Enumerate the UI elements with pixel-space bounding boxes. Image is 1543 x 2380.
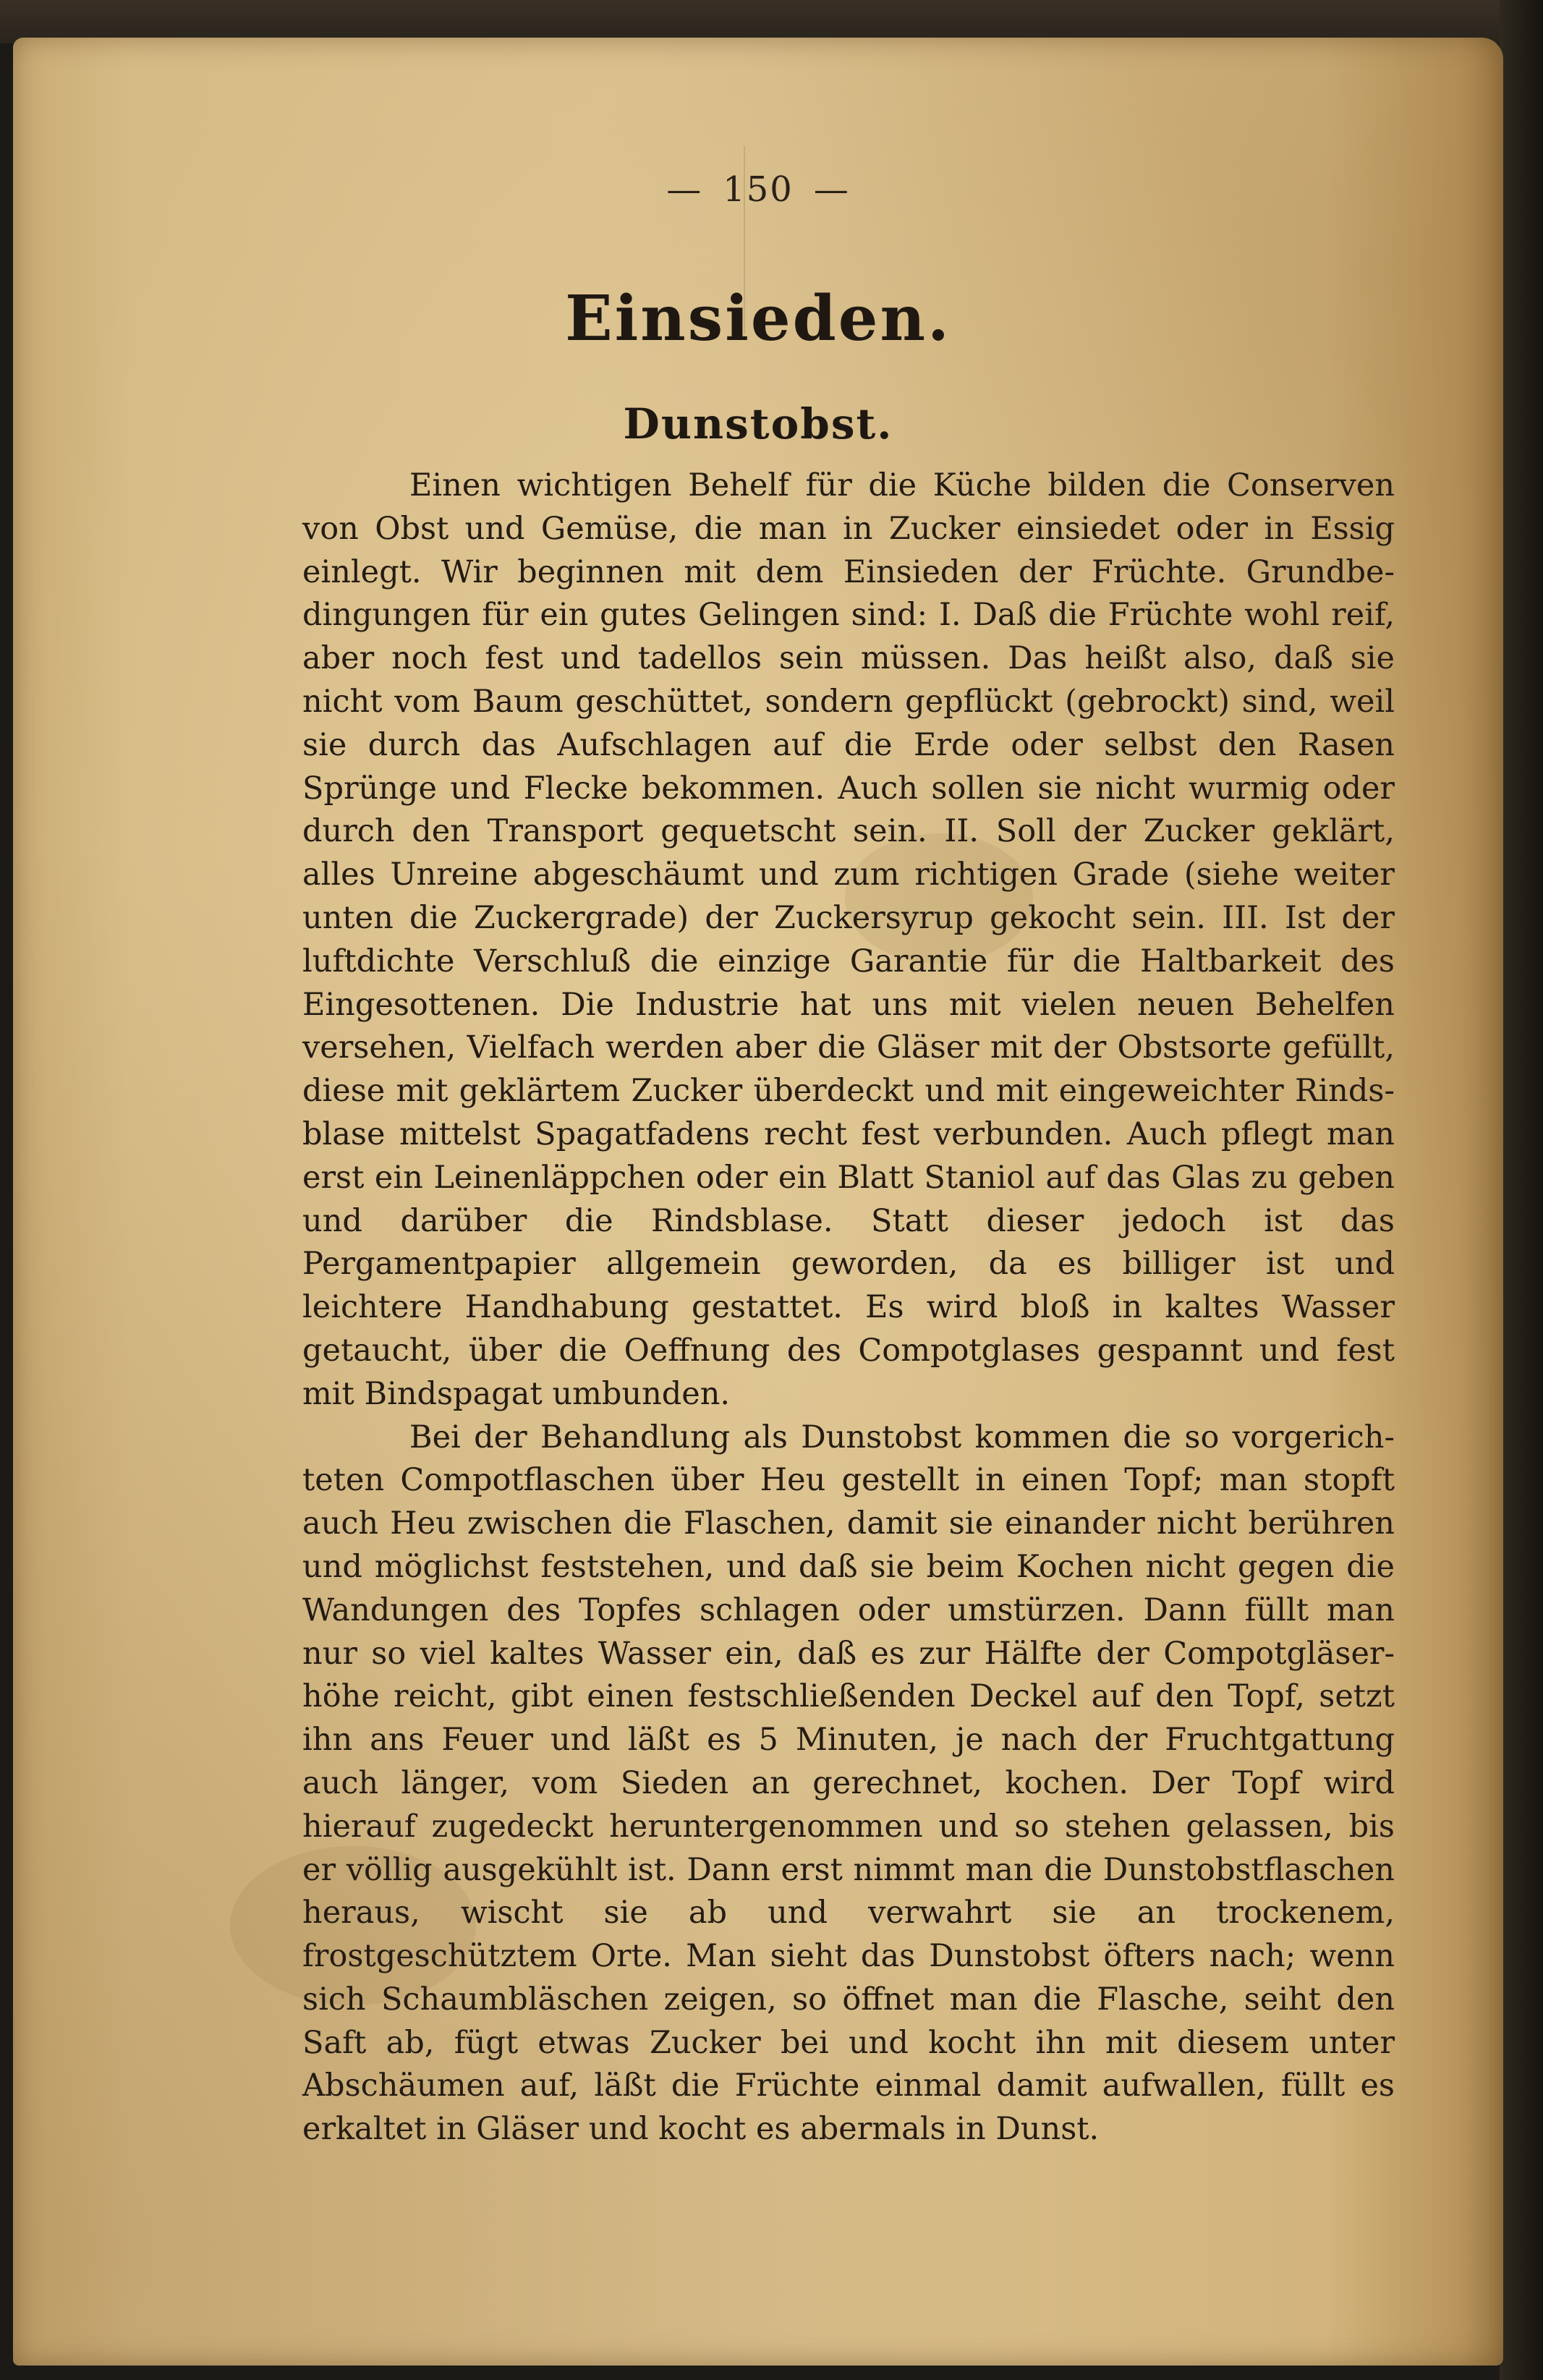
page-number-dash-right: — <box>813 169 850 210</box>
section-heading: Dunstobst. <box>623 399 893 449</box>
page-number-dash-left: — <box>666 169 703 210</box>
scan-border-top <box>0 0 1543 43</box>
paragraph: Bei der Behandlung als Dunstobst kommen die so vorgerichteten Compotflaschen über Heu gestellt in einen Topf; man stopft auch Heu zwischen die Flaschen, damit sie einander nicht berühren und möglichst feststehen, und daß sie beim Kochen nicht gegen die Wandungen des Topfes schlagen oder umstürzen. Dann füllt man nur so viel kaltes Wasser ein, daß es zur Hälfte der Compotgläserhöhe reicht, gibt einen festschließenden Deckel auf den Topf, setzt ihn ans Feuer und läßt es 5 Minuten, je nach der Fruchtgattung auch länger, vom Sieden an gerechnet, kochen. Der Topf wird hierauf zugedeckt heruntergenommen und so stehen gelassen, bis er völlig ausgekühlt ist. Dann erst nimmt man die Dunstobstflaschen heraus, wischt sie ab und verwahrt sie an trockenem, frostgeschütztem Orte. Man sieht das Dunstobst öfters nach; wenn sich Schaumbläschen zeigen, so öffnet man die Flasche, seiht den Saft ab, fügt etwas Zucker bei und kocht ihn mit diesem unter Abschäumen auf, läßt die Früchte einmal damit aufwallen, füllt es erkaltet in Gläser und kocht es abermals in Dunst. <box>302 1419 1395 2148</box>
page-number <box>13 169 1503 210</box>
body-text <box>302 464 1395 2151</box>
paragraph: Einen wichtigen Behelf für die Küche bilden die Conserven von Obst und Gemüse, die man in Zucker einsiedet oder in Essig einlegt. Wir beginnen mit dem Einsieden der Früchte. Grundbedingungen für ein gutes Gelingen sind: I. Daß die Früchte wohl reif, aber noch fest und tadellos sein müssen. Das heißt also, daß sie nicht vom Baum geschüttet, sondern gepflückt (gebrockt) sind, weil sie durch das Aufschlagen auf die Erde oder selbst den Rasen Sprünge und Flecke bekommen. Auch sollen sie nicht wurmig oder durch den Transport gequetscht sein. II. Soll der Zucker geklärt, alles Unreine abgeschäumt und zum richtigen Grade (siehe weiter unten die Zuckergrade) der Zuckersyrup gekocht sein. III. Ist der luftdichte Verschluß die einzige Garantie für die Haltbarkeit des Eingesottenen. Die Industrie hat uns mit vielen neuen Behelfen versehen, Vielfach werden aber die Gläser mit der Obstsorte gefüllt, diese mit geklärtem Zucker überdeckt und mit eingeweichter Rindsblase mittelst Spagatfadens recht fest verbunden. Auch pflegt man erst ein Leinenläppchen oder ein Blatt Staniol auf das Glas zu geben und darüber die Rindsblase. Statt dieser jedoch ist das Pergamentpapier allgemein geworden, da es billiger ist und leichtere Handhabung gestattet. Es wird bloß in kaltes Wasser getaucht, über die Oeffnung des Compotglases gespannt und fest mit Bindspagat umbunden. <box>302 467 1395 1412</box>
page-number-value: 150 <box>723 169 794 210</box>
chapter-heading: Einsieden. <box>565 282 951 355</box>
book-page <box>13 38 1503 2366</box>
scan-border-right <box>1500 0 1543 2380</box>
